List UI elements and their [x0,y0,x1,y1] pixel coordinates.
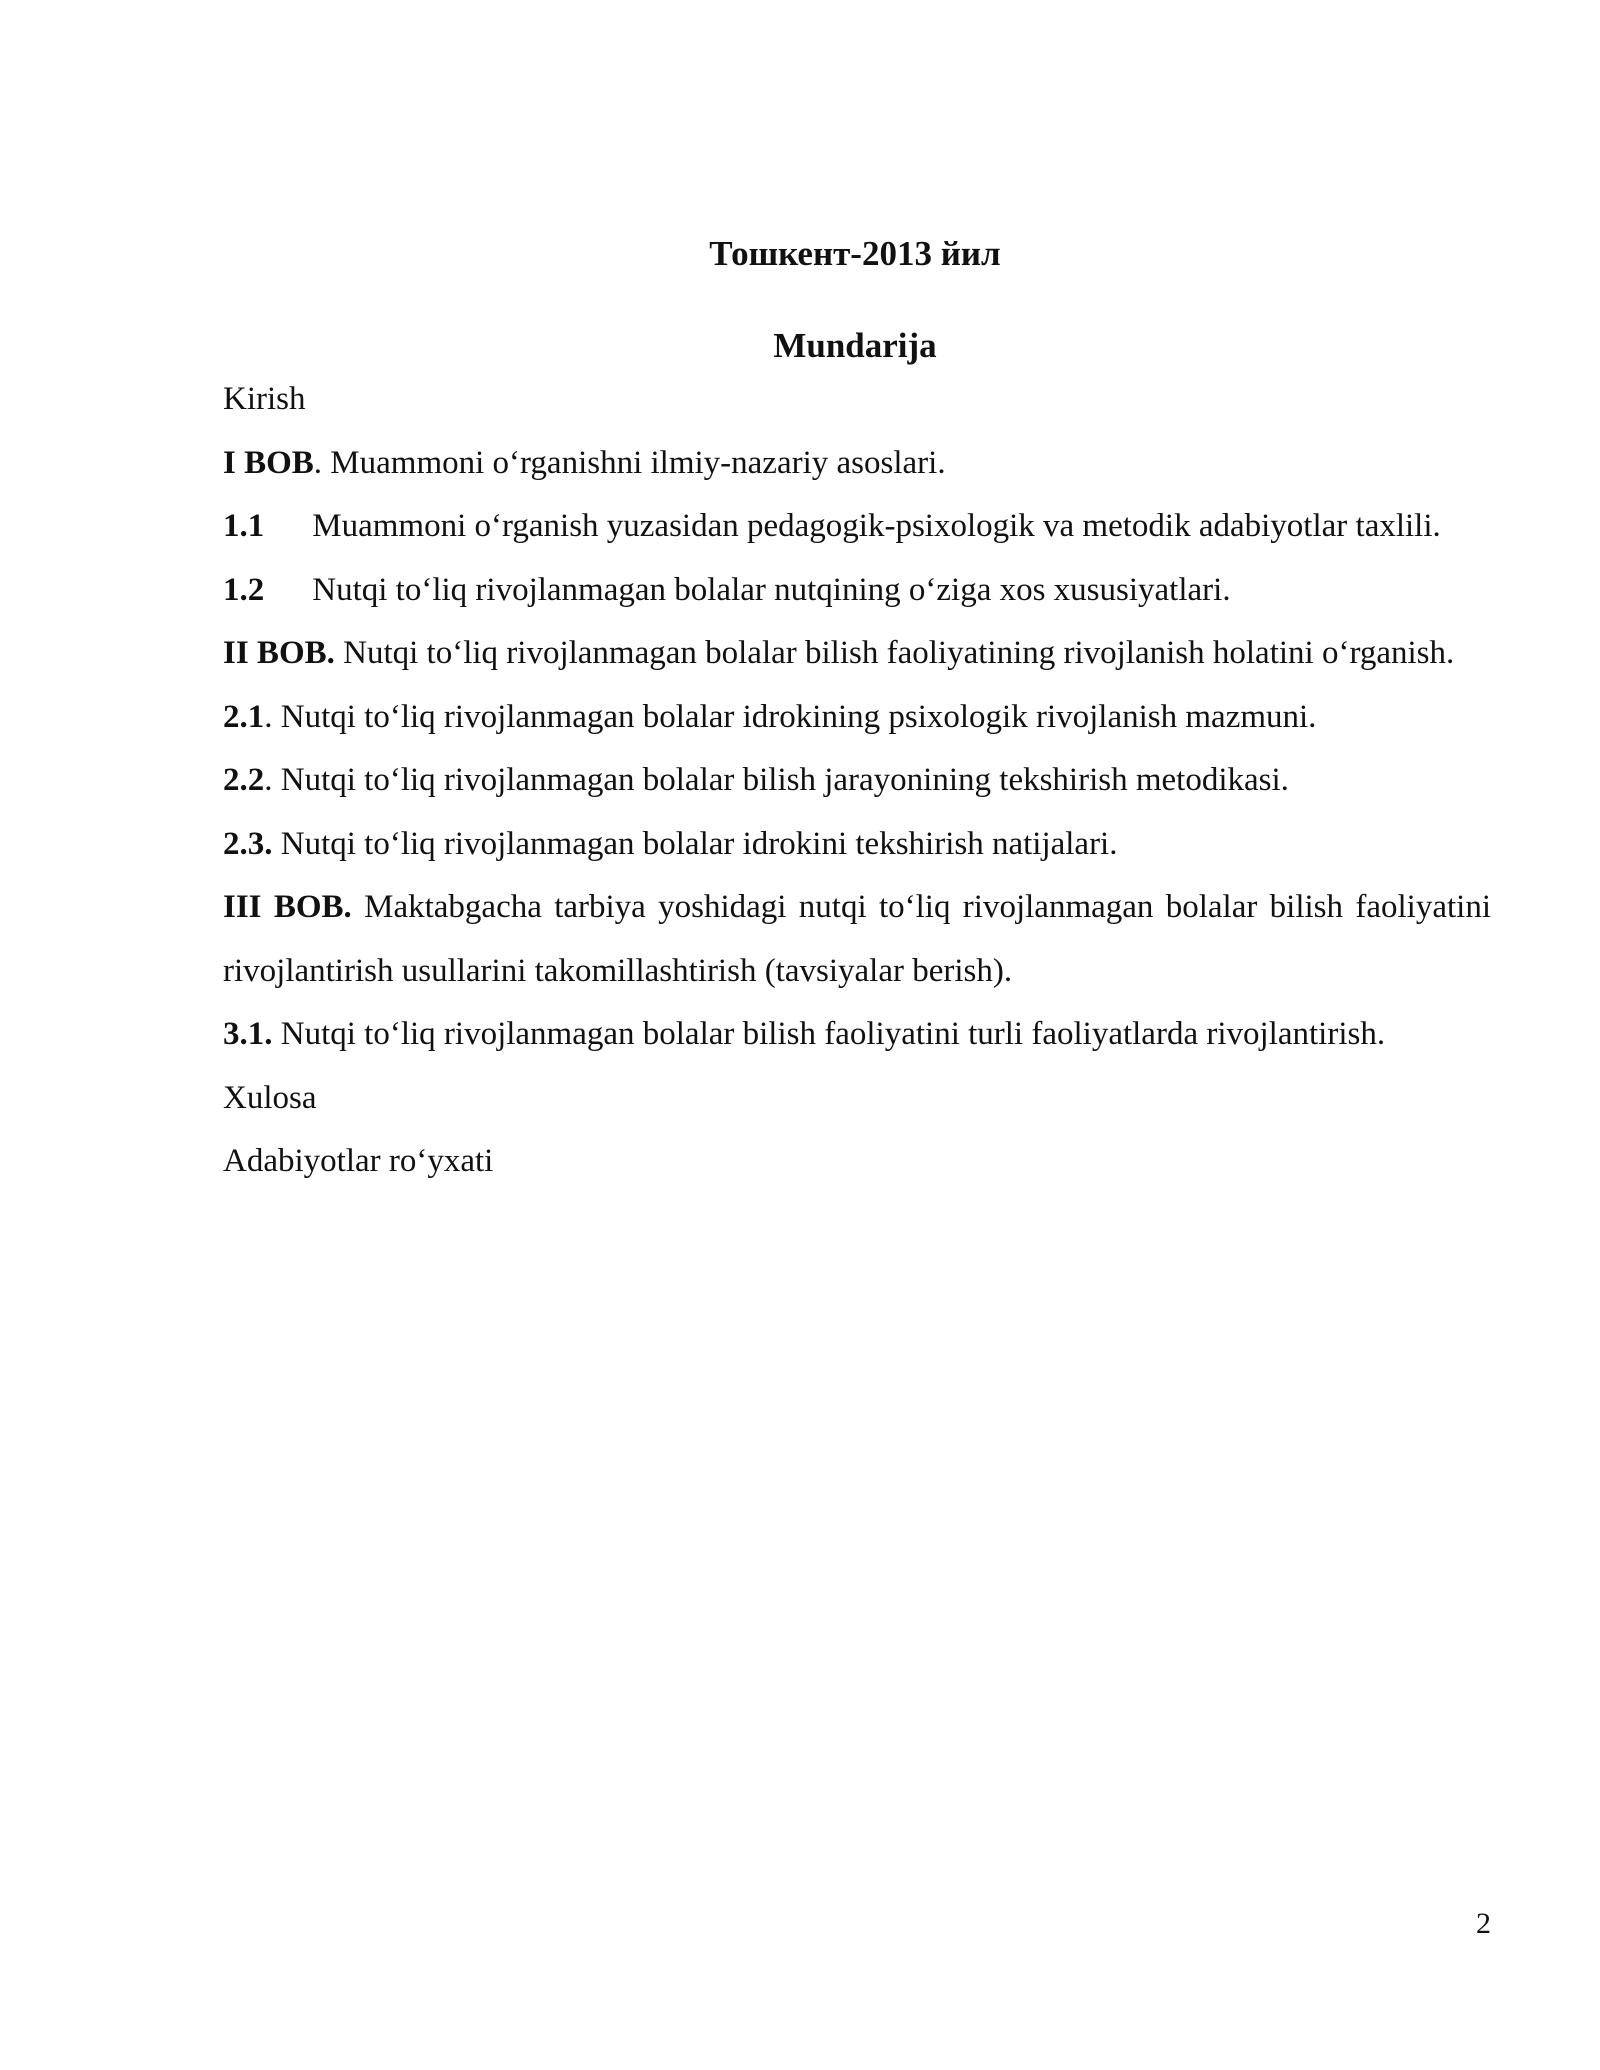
toc-entry-conclusion-text: Xulosa [223,1079,317,1116]
toc-entry-references-text: Adabiyotlar ro‘yxati [223,1143,494,1179]
toc-entry-section-1-1-number: 1.1 [223,508,265,544]
toc-entry-section-2-3-text: Nutqi to‘liq rivojlanmagan bolalar idrokini tekshirish natijalari. [272,825,1118,862]
toc-entry-intro [223,368,1491,432]
toc-entry-conclusion [223,1067,1491,1131]
toc-entry-section-1-2-number: 1.2 [223,571,265,608]
toc-entry-section-3-1-number: 3.1. [223,1016,273,1052]
toc-entry-section-3-1-text: Nutqi to‘liq rivojlanmagan bolalar bilish faoliyatini turli faoliyatlarda rivojlantirish. [272,1016,1386,1052]
toc-entry-section-3-1 [223,1003,1491,1067]
toc-entry-chapter-2-text: Nutqi to‘liq rivojlanmagan bolalar bilish faoliyatining rivojlanish holatini o‘rganish. [334,635,1455,671]
toc-entry-section-2-2-number: 2.2 [223,762,265,798]
toc-entry-chapter-3 [223,876,1491,1003]
toc-entry-section-2-1-number: 2.1 [223,698,265,735]
toc-entry-section-2-1-text: . Nutqi to‘liq rivojlanmagan bolalar idrokining psixologik rivojlanish mazmuni. [264,698,1317,735]
toc-entry-chapter-3-number: III BOB. [223,889,352,925]
toc-entry-chapter-3-text: Maktabgacha tarbiya yoshidagi nutqi to‘liq rivojlanmagan bolalar bilish faoliyatini rivojlantirish usullarini takomillashtirish (tavsiyalar berish). [223,889,1491,989]
toc-entry-intro-text: Kirish [223,381,306,417]
table-of-contents [223,368,1491,1194]
page-number: 2 [1476,1907,1491,1940]
city-year-heading: Тошкент-2013 йил [709,234,1001,273]
toc-title: Mundarija [773,326,937,365]
toc-entry-section-2-2 [223,749,1491,813]
toc-entry-references [223,1130,1491,1194]
toc-entry-chapter-2 [223,622,1491,686]
toc-entry-section-1-2-text: Nutqi to‘liq rivojlanmagan bolalar nutqining o‘ziga xos xususiyatlari. [312,571,1231,608]
toc-entry-chapter-2-number: II BOB. [223,635,335,671]
toc-entry-section-2-1 [223,686,1491,750]
toc-entry-chapter-1 [223,432,1491,496]
toc-entry-section-2-3-number: 2.3. [223,825,273,862]
toc-entry-section-1-1 [223,495,1491,559]
toc-entry-section-2-2-text: . Nutqi to‘liq rivojlanmagan bolalar bilish jarayonining tekshirish metodikasi. [264,762,1289,798]
toc-entry-section-1-1-text: Muammoni o‘rganish yuzasidan pedagogik-psixologik va metodik adabiyotlar taxlili. [312,508,1441,544]
toc-entry-chapter-1-number: I BOB [223,444,314,481]
toc-entry-section-2-3 [223,813,1491,877]
toc-entry-chapter-1-text: . Muammoni o‘rganishni ilmiy-nazariy asoslari. [313,444,946,481]
toc-entry-section-1-2 [223,559,1491,623]
